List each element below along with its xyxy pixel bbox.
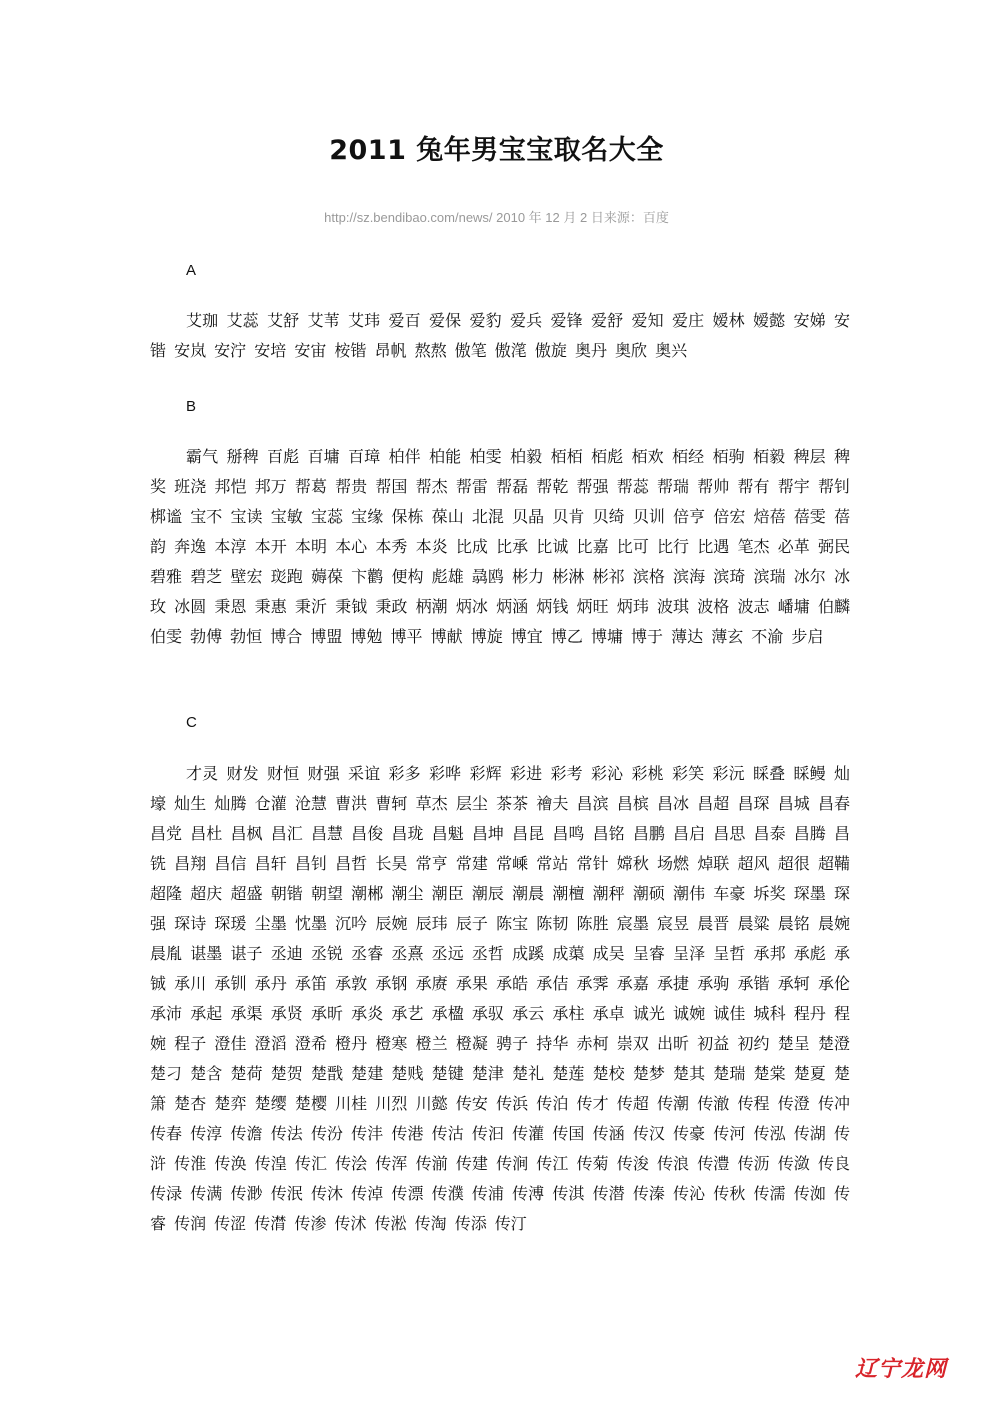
section-names-a: 艾珈 艾蕊 艾舒 艾苇 艾玮 爱百 爱保 爱豹 爱兵 爱锋 爱舒 爱知 爱庄 嫒林 嫒懿 安娣 安锴 安岚 安泞 安培 安宙 桉锴 昂帆 熬熬 傲笔 傲滗 傲旋 奥丹 奥欣 奥兴 — [150, 311, 850, 360]
page-title: 2011 兔年男宝宝取名大全 — [329, 135, 664, 166]
section-names-c: 才灵 财发 财恒 财强 采谊 彩多 彩哗 彩辉 彩进 彩考 彩沁 彩桃 彩笑 彩沅 睬叠 睬鳗 灿壕 灿生 灿腾 仓灌 沧慧 曹洪 曹轲 草杰 层尘 茶茶 禬夫 昌滨 昌槟 昌冰 昌超 昌琛 昌城 昌春 昌党 昌杜 昌枫 昌汇 昌慧 昌俊 昌珑 昌魁 昌坤 昌昆 昌鸣 昌铭 昌鹏 昌启 昌思 昌泰 昌腾 昌铣 昌翔 昌信 昌轩 昌钊 昌哲 长昊 常亨 常建 常嵊 常站 常针 嫦秋 场燃 焯联 超风 超很 超鞴 超隆 超庆 超盛 朝锴 朝望 潮郴 潮尘 潮臣 潮辰 潮晨 潮檀 潮秤 潮硕 潮伟 车豪 坼奖 琛墨 琛强 琛诗 琛瑗 尘墨 忱墨 沉吟 辰婉 辰玮 辰子 陈宝 陈韧 陈胜 宸墨 宸昱 晨晋 晨粱 晨铭 晨婉 晨胤 谌墨 谌子 丞迪 丞锐 丞睿 丞熹 丞远 丞哲 成蹊 成蕖 成吴 呈睿 呈泽 呈哲 承邦 承彪 承铖 承川 承钏 承丹 承笛 承敦 承钢 承赓 承果 承皓 承佶 承霁 承嘉 承捷 承驹 承锴 承轲 承伦 承沛 承起 承渠 承贤 承昕 承炎 承艺 承楹 承驭 承云 承柱 承卓 诚光 诚婉 诚佳 城科 程丹 程婉 程子 澄佳 澄滔 澄希 橙丹 橙寒 橙兰 橙凝 骋子 持华 赤柯 崇双 出昕 初益 初约 楚呈 楚澄 楚刁 楚含 楚荷 楚贺 楚戬 楚建 楚贱 楚键 楚津 楚礼 楚莲 楚校 楚梦 楚其 楚瑞 楚棠 楚夏 楚箫 楚杏 楚弈 楚缨 楚樱 川桂 川烈 川懿 传安 传浜 传泊 传才 传超 传潮 传澈 传程 传澄 传冲 传春 传淳 传澹 传法 传汾 传沣 传港 传沽 传汩 传灌 传国 传涵 传汉 传豪 传河 传泓 传湖 传浒 传淮 传涣 传湟 传汇 传浍 传浑 传湔 传建 传涧 传江 传菊 传浚 传浪 传澧 传沥 传潋 传良 传渌 传满 传渺 传泯 传沐 传淖 传漂 传濮 传浦 传溥 传淇 传潜 传溱 传沁 传秋 传濡 传洳 传睿 传润 传涩 传潸 传渗 传沭 传淞 传淘 传添 传汀 — [150, 764, 850, 1233]
section-letter-a: A — [186, 262, 197, 279]
source-line: http://sz.bendibao.com/news/ 2010 年 12 月 2 日来源：百度 — [324, 210, 669, 225]
site-logo-watermark: 辽宁龙网 — [855, 1357, 948, 1382]
section-letter-c: C — [186, 714, 197, 731]
section-names-b: 霸气 掰稗 百彪 百墉 百璋 柏伴 柏能 柏雯 柏毅 栢栢 栢彪 栢欢 栢经 栢驹 栢毅 稗层 稗奖 班浇 邦恺 邦万 帮葛 帮贵 帮国 帮杰 帮雷 帮磊 帮乾 帮强 帮蕊 帮瑞 帮帅 帮有 帮宇 帮钊 梆谧 宝不 宝读 宝敏 宝蕊 宝缘 保栋 葆山 北混 贝晶 贝肯 贝绮 贝训 倍亨 倍宏 焙蓓 蓓雯 蓓韵 奔逸 本淳 本开 本明 本心 本秀 本炎 比成 比承 比诚 比嘉 比可 比行 比遇 笔杰 必革 弼民 碧雅 碧芝 壁宏 珳跑 薅葆 卞鹳 便构 彪雄 骉鸥 彬力 彬淋 彬祁 滨格 滨海 滨琦 滨瑞 冰尔 冰玫 冰圆 秉恩 秉惠 秉沂 秉钺 秉政 柄潮 炳冰 炳涵 炳钱 炳旺 炳玮 波琪 波格 波志 嶓墉 伯麟 伯雯 勃傅 勃恒 博合 博盟 博勉 博平 博献 博旋 博宜 博乙 博墉 博于 薄达 薄玄 不渝 步启 — [150, 447, 850, 646]
section-letter-b: B — [186, 398, 197, 415]
